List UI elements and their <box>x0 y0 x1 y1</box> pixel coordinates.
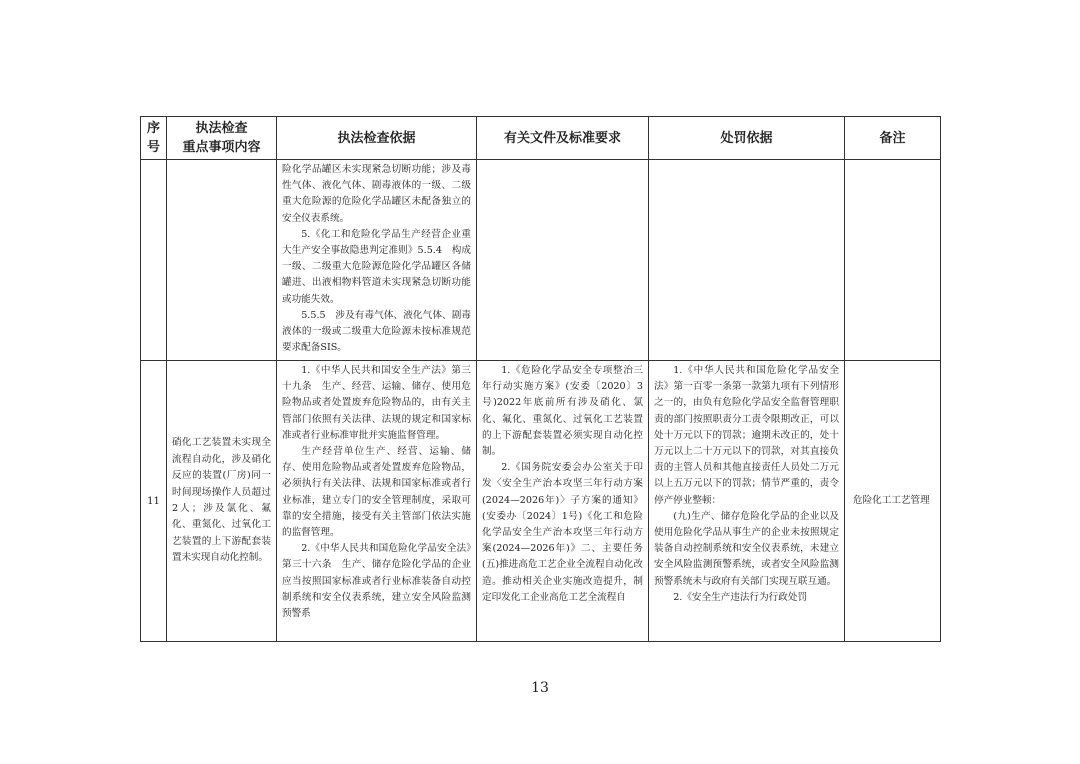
row1-docs <box>477 160 649 361</box>
header-content <box>167 117 277 160</box>
row2-penalty <box>649 361 845 642</box>
header-seq-line1: 序 <box>146 121 160 136</box>
row1-basis-para-2: 5.《化工和危险化学品生产经营企业重大生产安全事故隐患判定准则》5.5.4 构成一级、二级重大危险源危险化学品罐区各储罐进、出液相物料管道未实现紧急切断功能或功能失效。 <box>282 228 471 305</box>
header-docs: 有关文件及标准要求 <box>477 117 649 160</box>
header-seq <box>141 117 167 160</box>
row2-docs-para-2: 2.《国务院安委会办公室关于印发〈安全生产治本攻坚三年行动方案(2024—2026年)〉子方案的通知》(安委办〔2024〕1号)《化工和危险化学品安全生产治本攻坚三年行动方案(2024—2026年)》二、主要任务(五)推进高危工艺企业全流程自动化改造。推动相关企业实施改造提升，制定印发化工企业高危工艺全流程自 <box>482 462 643 603</box>
header-seq-line2: 号 <box>146 140 160 155</box>
inspection-table <box>140 116 941 642</box>
page-number: 13 <box>531 680 549 696</box>
row2-note-cell <box>845 361 941 642</box>
row2-basis <box>277 361 477 642</box>
table-header-row <box>141 117 941 160</box>
row2-penalty-para-3: 2.《安全生产违法行为行政处罚 <box>673 591 808 603</box>
header-content-line2: 重点事项内容 <box>182 140 261 155</box>
row1-basis-para-3: 5.5.5 涉及有毒气体、液化气体、剧毒液体的一级或二级重大危险源未按标准规范要求配备SIS。 <box>282 309 471 354</box>
row2-docs <box>477 361 649 642</box>
header-note: 备注 <box>845 117 941 160</box>
row2-seq: 11 <box>141 361 167 642</box>
row1-penalty <box>649 160 845 361</box>
row1-basis <box>277 160 477 361</box>
row2-content: 硝化工艺装置未实现全流程自动化，涉及硝化反应的装置(厂房)同一时间现场操作人员超过2人；涉及氯化、氟化、重氮化、过氧化工艺装置的上下游配套装置未实现自动化控制。 <box>172 437 271 564</box>
header-penalty: 处罚依据 <box>649 117 845 160</box>
row1-content <box>167 160 277 361</box>
row1-seq <box>141 160 167 361</box>
row2-basis-para-1: 1.《中华人民共和国安全生产法》第三十九条 生产、经营、运输、储存、使用危险物品或者处置废弃危险物品的，由有关主管部门依照有关法律、法规的规定和国家标准或者行业标准审批并实施监督管理。 <box>282 365 471 441</box>
row2-basis-para-2: 生产经营单位生产、经营、运输、储存、使用危险物品或者处置废弃危险物品，必须执行有关法律、法规和国家标准或者行业标准，建立专门的安全管理制度，采取可靠的安全措施，接受有关主管部门依法实施的监督管理。 <box>282 446 471 539</box>
row2-docs-para-1: 1.《危险化学品安全专项整治三年行动实施方案》(安委〔2020〕3号)2022年底前所有涉及硝化、氯化、氟化、重氮化、过氧化工艺装置的上下游配套装置必须实现自动化控制。 <box>482 365 643 458</box>
row2-note: 危险化工工艺管理 <box>853 494 930 506</box>
row2-content-cell <box>167 361 277 642</box>
table-row <box>141 160 941 361</box>
row2-penalty-para-1: 1.《中华人民共和国危险化学品安全法》第一百零一条第一款第九项有下列情形之一的，由负有危险化学品安全监督管理职责的部门按照职责分工责令限期改正，可以处十万元以下的罚款；逾期未改正的，处十万元以上二十万元以下的罚款，对其直接负责的主管人员和其他直接责任人员处二万元以上五万元以下的罚款；情节严重的，责令停产停业整顿： <box>654 365 839 506</box>
header-content-line1: 执法检查 <box>195 121 248 136</box>
table-row <box>141 361 941 642</box>
header-basis: 执法检查依据 <box>277 117 477 160</box>
row2-basis-para-3: 2.《中华人民共和国危险化学品安全法》第三十六条 生产、储存危险化学品的企业应当按照国家标准或者行业标准装备自动控制系统和安全仪表系统，建立安全风险监测预警系 <box>282 543 471 620</box>
row1-basis-para-1: 险化学品罐区未实现紧急切断功能；涉及毒性气体、液化气体、剧毒液体的一级、二级重大危险源的危险化学品罐区未配备独立的安全仪表系统。 <box>282 164 471 224</box>
row1-note <box>845 160 941 361</box>
row2-penalty-para-2: (九)生产、储存危险化学品的企业以及使用危险化学品从事生产的企业未按照规定装备自动控制系统和安全仪表系统，未建立安全风险监测预警系统，或者安全风险监测预警系统未与政府有关部门实现互联互通。 <box>654 510 839 587</box>
